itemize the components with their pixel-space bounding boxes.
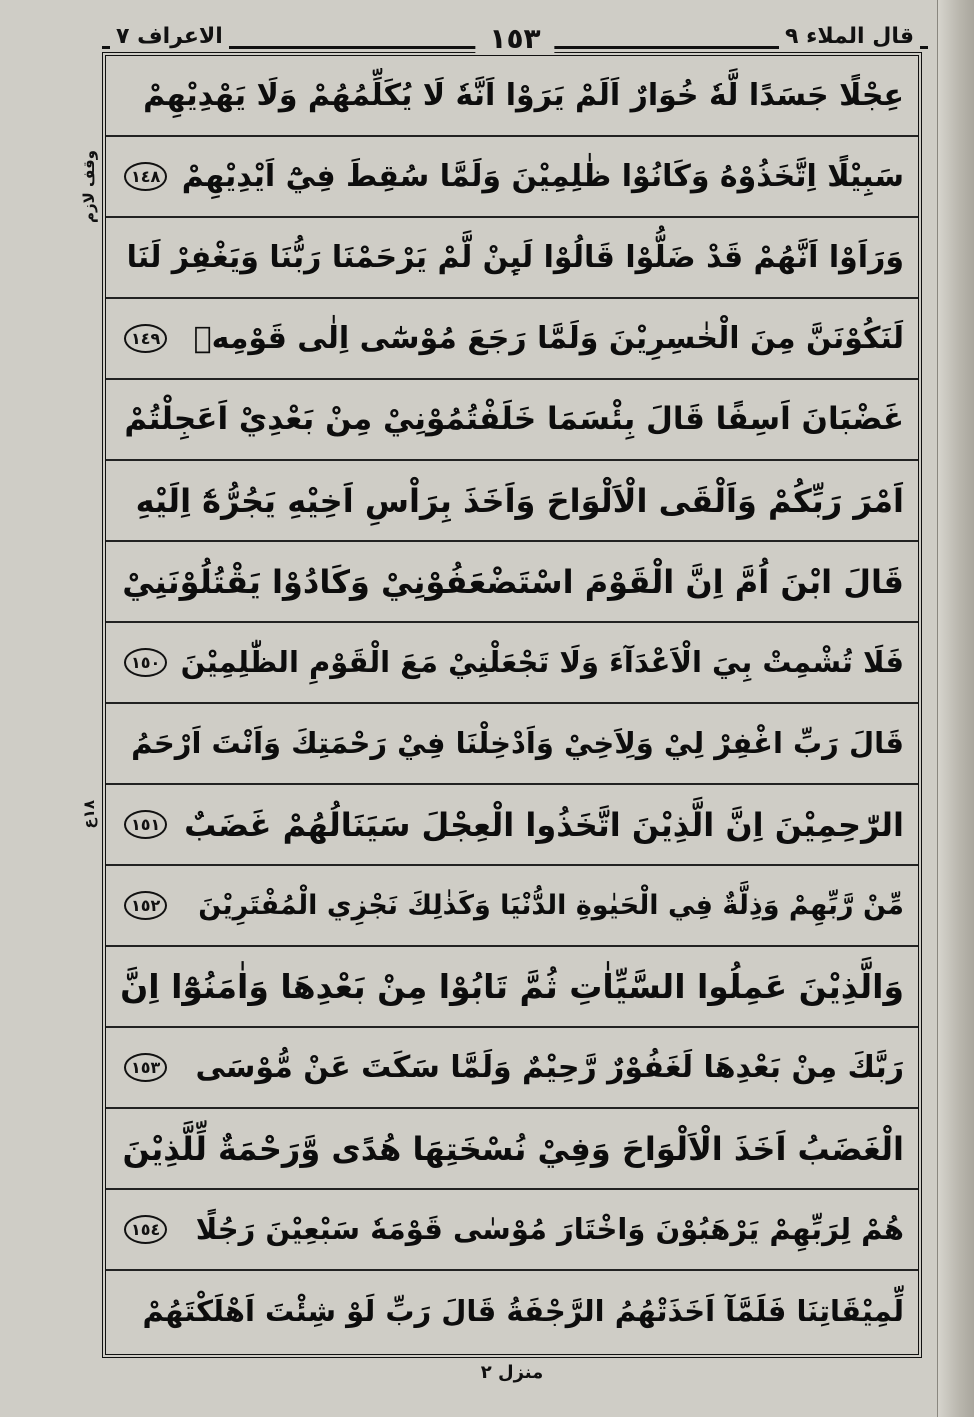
- text-line: [106, 380, 918, 461]
- verse-text: رَبَّكَ مِنْ بَعْدِهَا لَغَفُوْرٌ رَّحِيْمٌ وَلَمَّا سَكَتَ عَنْ مُّوْسَى: [195, 1049, 904, 1085]
- page-footer: منزل ٢: [480, 1362, 544, 1383]
- verse-text: وَالَّذِيْنَ عَمِلُوا السَّيِّاٰتِ ثُمَّ تَابُوْا مِنْ بَعْدِهَا وَاٰمَنُوْٓا اِنَّ: [120, 967, 904, 1006]
- verse-text: لَنَكُوْنَنَّ مِنَ الْخٰسِرِيْنَ وَلَمَّا رَجَعَ مُوْسٰٓى اِلٰى قَوْمِهٖ: [193, 320, 904, 356]
- verse-text: قَالَ رَبِّ اغْفِرْ لِيْ وَلِاَخِيْ وَاَدْخِلْنَا فِيْ رَحْمَتِكَ وَاَنْتَ اَرْحَمُ: [131, 726, 904, 760]
- text-line: [106, 461, 918, 542]
- text-line: [106, 56, 918, 137]
- text-line: [106, 1190, 918, 1271]
- verse-text: غَضْبَانَ اَسِفًا قَالَ بِئْسَمَا خَلَفْتُمُوْنِيْ مِنْ بَعْدِيْ اَعَجِلْتُمْ: [124, 401, 904, 437]
- verse-text: سَبِيْلًا اِتَّخَذُوْهُ وَكَانُوْا ظٰلِمِيْنَ وَلَمَّا سُقِطَ فِيْٓ اَيْدِيْهِمْ: [181, 158, 904, 194]
- text-line: [106, 704, 918, 785]
- juz-name: قال الملاء ٩: [779, 24, 920, 49]
- ayah-number-marker: ١٥٠: [124, 648, 167, 677]
- ayah-number-marker: ١٥١: [124, 810, 167, 839]
- text-line: [106, 542, 918, 623]
- text-line: [106, 1028, 918, 1109]
- verse-text: هُمْ لِرَبِّهِمْ يَرْهَبُوْنَ وَاخْتَارَ مُوْسٰى قَوْمَهٗ سَبْعِيْنَ رَجُلًا: [195, 1212, 904, 1246]
- ayah-number-marker: ١٥٣: [124, 1053, 167, 1082]
- ruku-margin-note: ١٨ع: [80, 800, 98, 829]
- text-line: [106, 947, 918, 1028]
- verse-text: اَمْرَ رَبِّكُمْ وَاَلْقَى الْاَلْوَاحَ وَاَخَذَ بِرَاْسِ اَخِيْهِ يَجُرُّهٗٓ اِلَيْهِ: [135, 481, 904, 520]
- text-line: [106, 137, 918, 218]
- page-number: ١٥٣: [475, 22, 554, 55]
- verse-text: قَالَ ابْنَ اُمَّ اِنَّ الْقَوْمَ اسْتَضْعَفُوْنِيْ وَكَادُوْا يَقْتُلُوْنَنِيْ: [122, 562, 904, 601]
- text-line: [106, 623, 918, 704]
- waqf-margin-note: وقف لازم: [80, 150, 98, 224]
- text-line: [106, 218, 918, 299]
- verse-text: عِجْلًا جَسَدًا لَّهٗ خُوَارٌ اَلَمْ يَرَوْا اَنَّهٗ لَا يُكَلِّمُهُمْ وَلَا يَهْدِيْهِمْ: [143, 77, 904, 113]
- verse-text: وَرَاَوْا اَنَّهُمْ قَدْ ضَلُّوْا قَالُوْا لَىِٕنْ لَّمْ يَرْحَمْنَا رَبُّنَا وَيَغْفِرْ لَنَا: [126, 239, 904, 275]
- text-line: [106, 866, 918, 947]
- text-frame: [102, 52, 922, 1358]
- ayah-number-marker: ١٤٩: [124, 324, 167, 353]
- page-edge: [937, 0, 974, 1417]
- surah-name: الاعراف ٧: [110, 24, 229, 49]
- verse-text: فَلَا تُشْمِتْ بِيَ الْاَعْدَآءَ وَلَا تَجْعَلْنِيْ مَعَ الْقَوْمِ الظّٰلِمِيْنَ: [180, 645, 904, 679]
- verse-text: مِّنْ رَّبِّهِمْ وَذِلَّةٌ فِي الْحَيٰوةِ الدُّنْيَا وَكَذٰلِكَ نَجْزِي الْمُفْتَرِيْنَ: [198, 890, 904, 921]
- ayah-number-marker: ١٤٨: [124, 162, 167, 191]
- ayah-number-marker: ١٥٤: [124, 1215, 167, 1244]
- verse-text: الْغَضَبُ اَخَذَ الْاَلْوَاحَ وَفِيْ نُسْخَتِهَا هُدًى وَّرَحْمَةٌ لِّلَّذِيْنَ: [122, 1129, 904, 1168]
- text-line: [106, 785, 918, 866]
- text-line: [106, 1271, 918, 1352]
- ayah-number-marker: ١٥٢: [124, 891, 167, 920]
- text-line: [106, 299, 918, 380]
- text-line: [106, 1109, 918, 1190]
- verse-text: لِّمِيْقَاتِنَا فَلَمَّآ اَخَذَتْهُمُ الرَّجْفَةُ قَالَ رَبِّ لَوْ شِئْتَ اَهْلَكْتَهُمْ: [142, 1294, 904, 1328]
- verse-text: الرّٰحِمِيْنَ اِنَّ الَّذِيْنَ اتَّخَذُوا الْعِجْلَ سَيَنَالُهُمْ غَضَبٌ: [184, 805, 904, 844]
